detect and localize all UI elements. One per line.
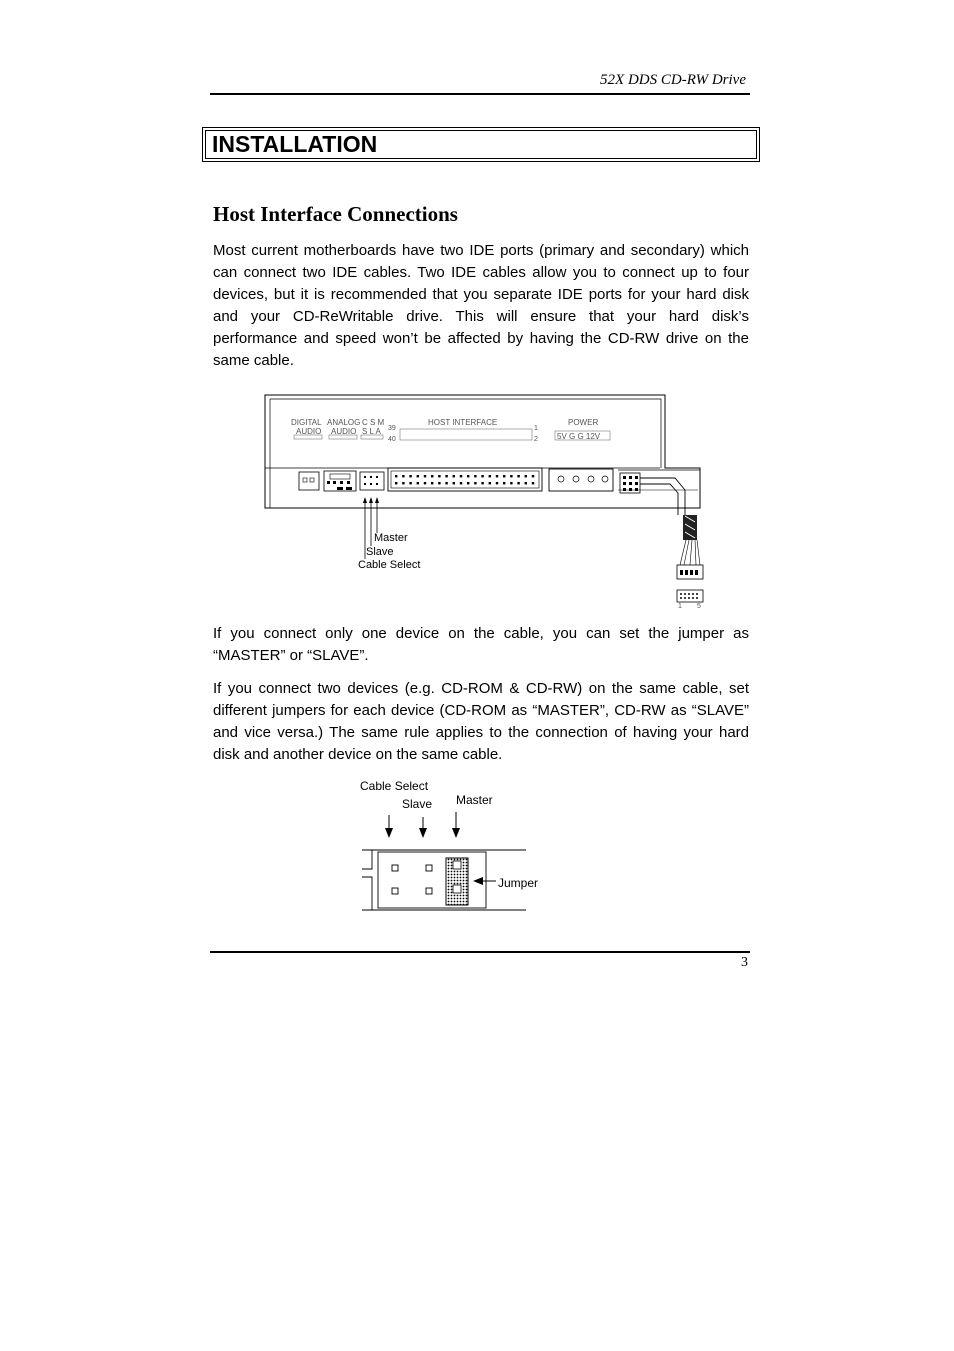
label-pin-39: 39 bbox=[388, 425, 396, 432]
jumper-label-master: Master bbox=[456, 793, 493, 807]
label-power-pins: 5V G G 12V bbox=[557, 432, 601, 441]
jumper-label-jumper: Jumper bbox=[498, 876, 539, 890]
callout-slave: Slave bbox=[366, 546, 394, 558]
callout-cable-select: Cable Select bbox=[358, 559, 421, 571]
footer-rule bbox=[210, 951, 750, 953]
label-host-interface: HOST INTERFACE bbox=[428, 418, 498, 427]
connector-pin-1: 1 bbox=[678, 603, 682, 610]
jumper-label-slave: Slave bbox=[402, 797, 433, 811]
label-pin-40: 40 bbox=[388, 436, 396, 443]
label-sla: S L A bbox=[362, 427, 381, 436]
label-analog: ANALOG bbox=[327, 418, 361, 427]
paragraph-single-device: If you connect only one device on the cable, you can set the jumper as “MASTER” or “SLAVE”. bbox=[213, 625, 749, 664]
section-title: INSTALLATION bbox=[212, 131, 378, 157]
label-audio-2: AUDIO bbox=[331, 427, 357, 436]
callout-master: Master bbox=[374, 532, 408, 544]
paragraph-two-devices: If you connect two devices (e.g. CD-ROM & CD-RW) on the same cable, set different jumpers for each device (CD-ROM as “MASTER”, CD-RW as “SLAVE” and vice versa.) The same rule applies to the connection of having your hard disk and another device on the same cable. bbox=[213, 680, 749, 763]
page-number: 3 bbox=[741, 955, 748, 970]
subheading: Host Interface Connections bbox=[213, 202, 458, 226]
label-digital: DIGITAL bbox=[291, 418, 322, 427]
label-csm: C S M bbox=[362, 418, 385, 427]
jumper-label-cable-select: Cable Select bbox=[360, 779, 429, 793]
label-pin-2: 2 bbox=[534, 436, 538, 443]
connector-pin-5: 5 bbox=[697, 603, 701, 610]
label-pin-1: 1 bbox=[534, 425, 538, 432]
label-audio-1: AUDIO bbox=[296, 427, 322, 436]
paragraph-ide-ports: Most current motherboards have two IDE ports (primary and secondary) which can connect two IDE cables. Two IDE cables allow you to connect up to four devices, but it is recommended that you separate IDE ports for your hard disk and your CD-ReWritable drive. This will ensure that your hard disk’s performance and speed won’t be affected by having the CD-RW drive on the same cable. bbox=[213, 242, 749, 369]
label-power: POWER bbox=[568, 418, 599, 427]
running-header: 52X DDS CD-RW Drive bbox=[600, 72, 746, 88]
